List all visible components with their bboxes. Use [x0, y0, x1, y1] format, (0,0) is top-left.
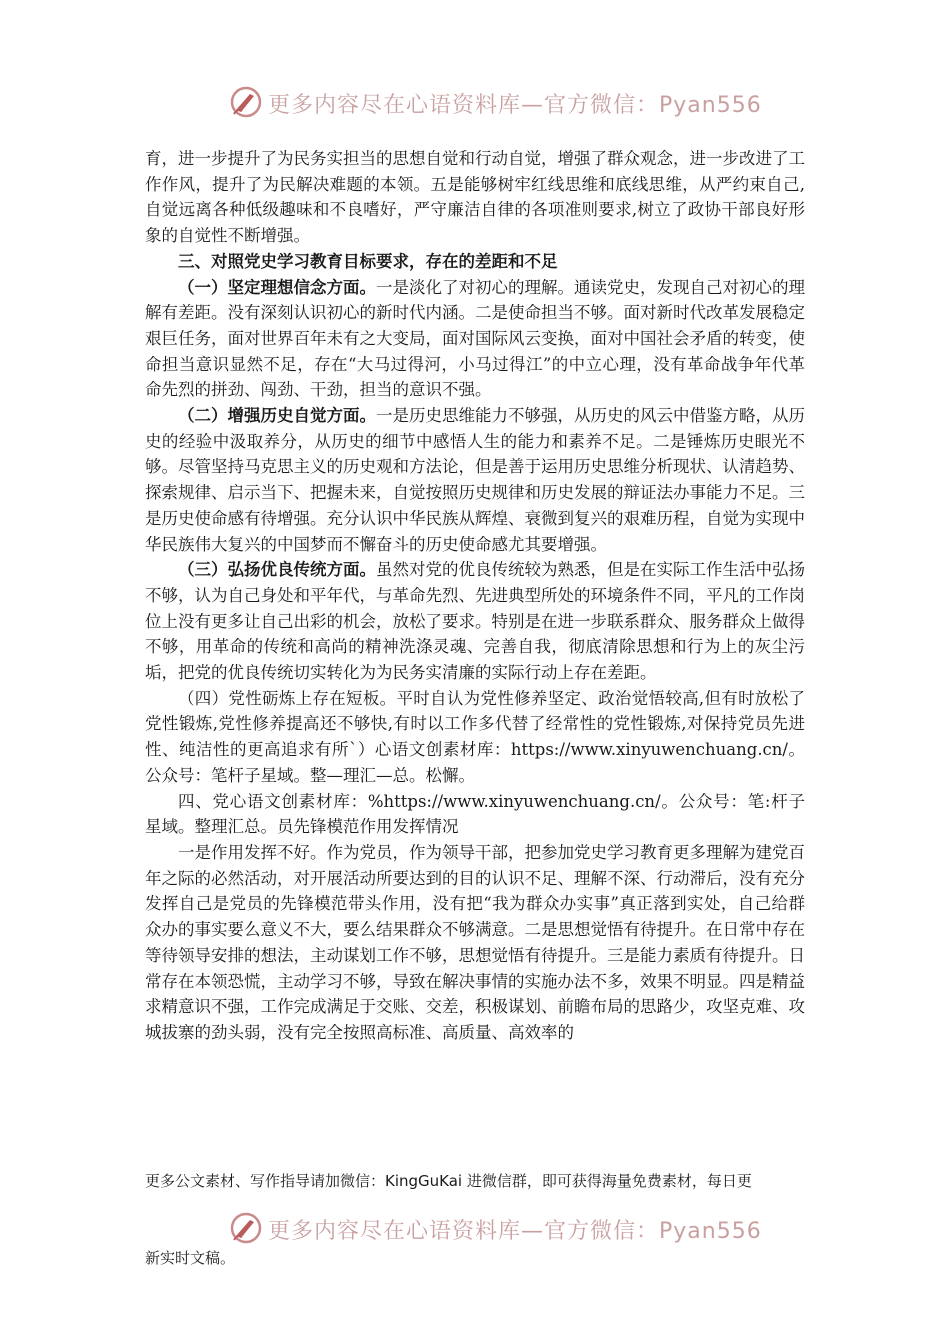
section-1-text: 一是淡化了对初心的理解。通读党史，发现自己对初心的理解有差距。没有深刻认识初心的新时代内涵。二是使命担当不够。面对新时代改革发展稳定艰巨任务，面对世界百年未有之大变局，面对国际风云变换，面对中国社会矛盾的转变，使命担当意识显然不足，存在“大马过得河，小马过得江”的中立心理，没有革命战争年代革命先烈的拼劲、闯劲、干劲，担当的意识不强。 [145, 277, 805, 400]
paragraph-pioneer-role: 一是作用发挥不好。作为党员，作为领导干部，把参加党史学习教育更多理解为建党百年之际的必然活动，对开展活动所要达到的目的认识不足、理解不深、行动滞后，没有充分发挥自己是党员的先锋模范带头作用，没有把“我为群众办实事”真正落到实处，自己给群众办的事实要么意义不大，要么结果群众不够满意。二是思想觉悟有待提升。在日常中存在等待领导安排的想法，主动谋划工作不够，思想觉悟有待提升。三是能力素质有待提升。日常存在本领恐慌，主动学习不够，导致在解决事情的实施办法不多，效果不明显。四是精益求精意识不强，工作完成满足于交账、交差，积极谋划、前瞻布局的思路少，攻坚克难、攻城拔寨的劲头弱，没有完全按照高标准、高质量、高效率的 [145, 842, 805, 1042]
section-3-text: 虽然对党的优良传统较为熟悉，但是在实际工作生活中弘扬不够，认为自己身处和平年代，与革命先烈、先进典型所处的环境条件不同，平凡的工作岗位上没有更多让自己出彩的机会，放松了要求。特别是在进一步联系群众、服务群众上做得不够，用革命的传统和高尚的精神洗涤灵魂、完善自我，彻底清除思想和行为上的灰尘污垢，把党的优良传统切实转化为为民务实清廉的实际行动上存在差距。 [145, 560, 805, 683]
watermark-text: 更多内容尽在心语资料库—官方微信：Pyan556 [268, 93, 762, 118]
document-body [145, 146, 805, 1046]
watermark-text: 更多内容尽在心语资料库—官方微信：Pyan556 [268, 1219, 762, 1244]
section-3-title: （三）弘扬优良传统方面。 [178, 560, 376, 580]
paragraph-section-3 [145, 557, 805, 686]
footer-promo-line-2: 新实时文稿。 [145, 1249, 236, 1267]
paragraph-section-4: （四）党性砺炼上存在短板。平时自认为党性修养坚定、政治觉悟较高,但有时放松了党性锻炼,党性修养提高还不够快,有时以工作多代替了经常性的党性锻炼,对保持党员先进性、纯洁性的更高追求有所`）心语文创素材库：https://www.xinyuwenchuang.cn/。公众号：笔杆子星域。整—理汇—总。松懈。 [145, 688, 805, 785]
brush-logo-icon [228, 1210, 264, 1246]
paragraph-heading-4: 四、党心语文创素材库：%https://www.xinyuwenchuang.cn/。公众号：笔:杆子星域。整理汇总。员先锋模范作用发挥情况 [145, 791, 805, 837]
section-2-title: （二）增强历史自觉方面。 [178, 406, 376, 426]
paragraph-section-1 [145, 275, 805, 404]
watermark-top [0, 82, 950, 122]
section-1-title: （一）坚定理想信念方面。 [178, 277, 376, 297]
paragraph-section-2 [145, 403, 805, 557]
watermark-bottom [0, 1208, 950, 1248]
section-2-text: 一是历史思维能力不够强，从历史的风云中借鉴方略，从历史的经验中汲取养分，从历史的细节中感悟人生的能力和素养不足。二是锤炼历史眼光不够。尽管坚持马克思主义的历史观和方法论，但是善于运用历史思维分析现状、认清趋势、探索规律、启示当下、把握未来，自觉按照历史规律和历史发展的辩证法办事能力不足。三是历史使命感有待增强。充分认识中华民族从辉煌、衰微到复兴的艰难历程，自觉为实现中华民族伟大复兴的中国梦而不懈奋斗的历史使命感尤其要增强。 [145, 406, 805, 554]
footer-promo-line: 更多公文素材、写作指导请加微信：KingGuKai 进微信群，即可获得海量免费素材，每日更 [145, 1172, 752, 1190]
paragraph-continuation: 育，进一步提升了为民务实担当的思想自觉和行动自觉，增强了群众观念，进一步改进了工作作风，提升了为民解决难题的本领。五是能够树牢红线思维和底线思维，从严约束自己,自觉远离各种低级趣味和不良嗜好，严守廉洁自律的各项准则要求,树立了政协干部良好形象的自觉性不断增强。 [145, 149, 805, 246]
section-heading-3: 三、对照党史学习教育目标要求，存在的差距和不足 [178, 251, 558, 271]
brush-logo-icon [228, 84, 264, 120]
